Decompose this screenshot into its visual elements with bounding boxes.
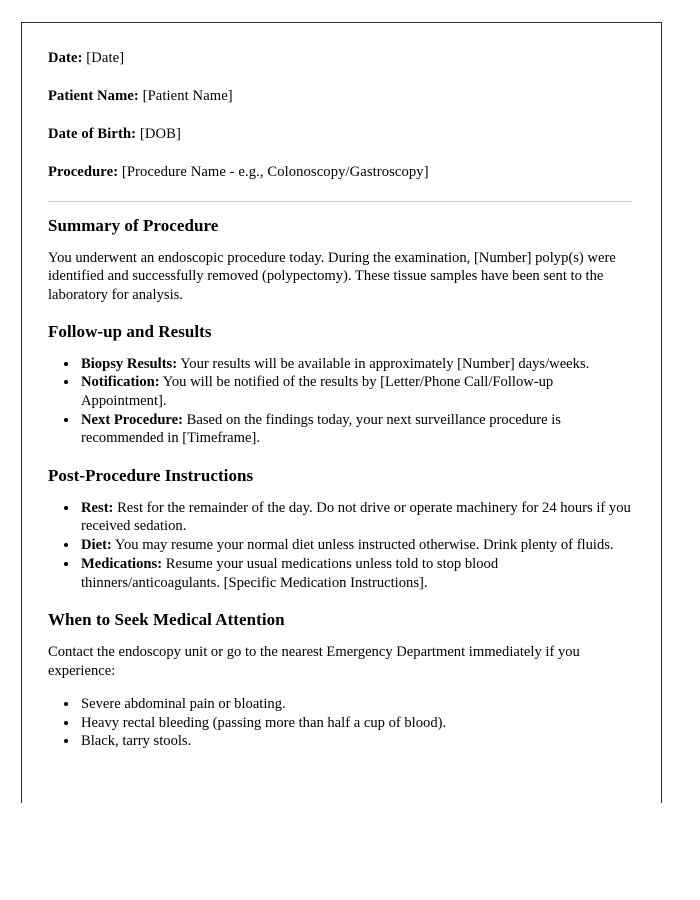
post-procedure-list [48, 499, 632, 592]
list-item-text: Heavy rectal bleeding (passing more than half a cup of blood). [81, 714, 447, 731]
header-field-date-value: [Date] [86, 50, 125, 66]
section-summary-paragraph: You underwent an endoscopic procedure today. During the examination, [Number] polyp(s) were identified and successfully removed (polypectomy). These tissue samples have been sent to the laboratory for analysis. [48, 249, 616, 303]
section-followup-and-results [48, 322, 632, 447]
seek-attention-list [48, 695, 632, 750]
list-item-lead: Medications: [81, 556, 163, 573]
header-field-patient-name [48, 87, 632, 105]
header-divider [48, 201, 632, 202]
list-item-text: Based on the findings today, your next surveillance procedure is recommended in [Timeframe]. [81, 411, 561, 447]
list-item [79, 536, 632, 554]
section-summary-heading: Summary of Procedure [48, 215, 219, 235]
list-item-lead: Next Procedure: [81, 411, 183, 428]
list-item-text: Black, tarry stools. [81, 732, 192, 749]
section-when-to-seek-medical-attention [48, 610, 632, 750]
list-item-lead: Diet: [81, 537, 112, 554]
document-content [22, 23, 661, 750]
section-summary-of-procedure [48, 216, 632, 305]
list-item [79, 355, 632, 373]
document-page [21, 22, 662, 803]
header-field-date-label: Date: [48, 50, 83, 66]
list-item-text: You may resume your normal diet unless instructed otherwise. Drink plenty of fluids. [111, 537, 614, 554]
list-item-text: Your results will be available in approximately [Number] days/weeks. [177, 355, 590, 372]
header-field-procedure [48, 163, 632, 181]
section-seek-attention-heading: When to Seek Medical Attention [48, 609, 285, 629]
patient-header-block [48, 49, 632, 181]
list-item-text: Severe abdominal pain or bloating. [81, 696, 286, 713]
list-item [79, 373, 632, 410]
header-field-procedure-value: [Procedure Name - e.g., Colonoscopy/Gastroscopy] [121, 163, 429, 180]
section-post-procedure-instructions [48, 466, 632, 592]
header-field-date [48, 49, 632, 67]
list-item-lead: Rest: [81, 499, 114, 516]
list-item-lead: Biopsy Results: [81, 355, 178, 372]
header-field-patient-name-label: Patient Name: [48, 87, 139, 104]
section-post-procedure-heading: Post-Procedure Instructions [48, 465, 254, 485]
list-item-text: Resume your usual medications unless told to stop blood thinners/anticoagulants. [Specific Medication Instructions]. [81, 556, 499, 591]
followup-list [48, 355, 632, 448]
list-item-text: Rest for the remainder of the day. Do not drive or operate machinery for 24 hours if you received sedation. [81, 499, 631, 535]
header-field-patient-name-value: [Patient Name] [142, 87, 233, 104]
section-seek-attention-paragraph: Contact the endoscopy unit or go to the nearest Emergency Department immediately if you experience: [48, 644, 580, 679]
header-field-dob [48, 125, 632, 143]
header-field-dob-label: Date of Birth: [48, 125, 137, 142]
list-item [79, 695, 632, 713]
section-followup-heading: Follow-up and Results [48, 322, 212, 342]
list-item [79, 732, 632, 750]
list-item-text: You will be notified of the results by [Letter/Phone Call/Follow-up Appointment]. [81, 374, 554, 409]
list-item [79, 555, 632, 592]
list-item-lead: Notification: [81, 374, 160, 391]
list-item [79, 411, 632, 448]
header-field-procedure-label: Procedure: [48, 163, 119, 180]
list-item [79, 499, 632, 536]
list-item [79, 714, 632, 732]
header-field-dob-value: [DOB] [139, 125, 181, 142]
